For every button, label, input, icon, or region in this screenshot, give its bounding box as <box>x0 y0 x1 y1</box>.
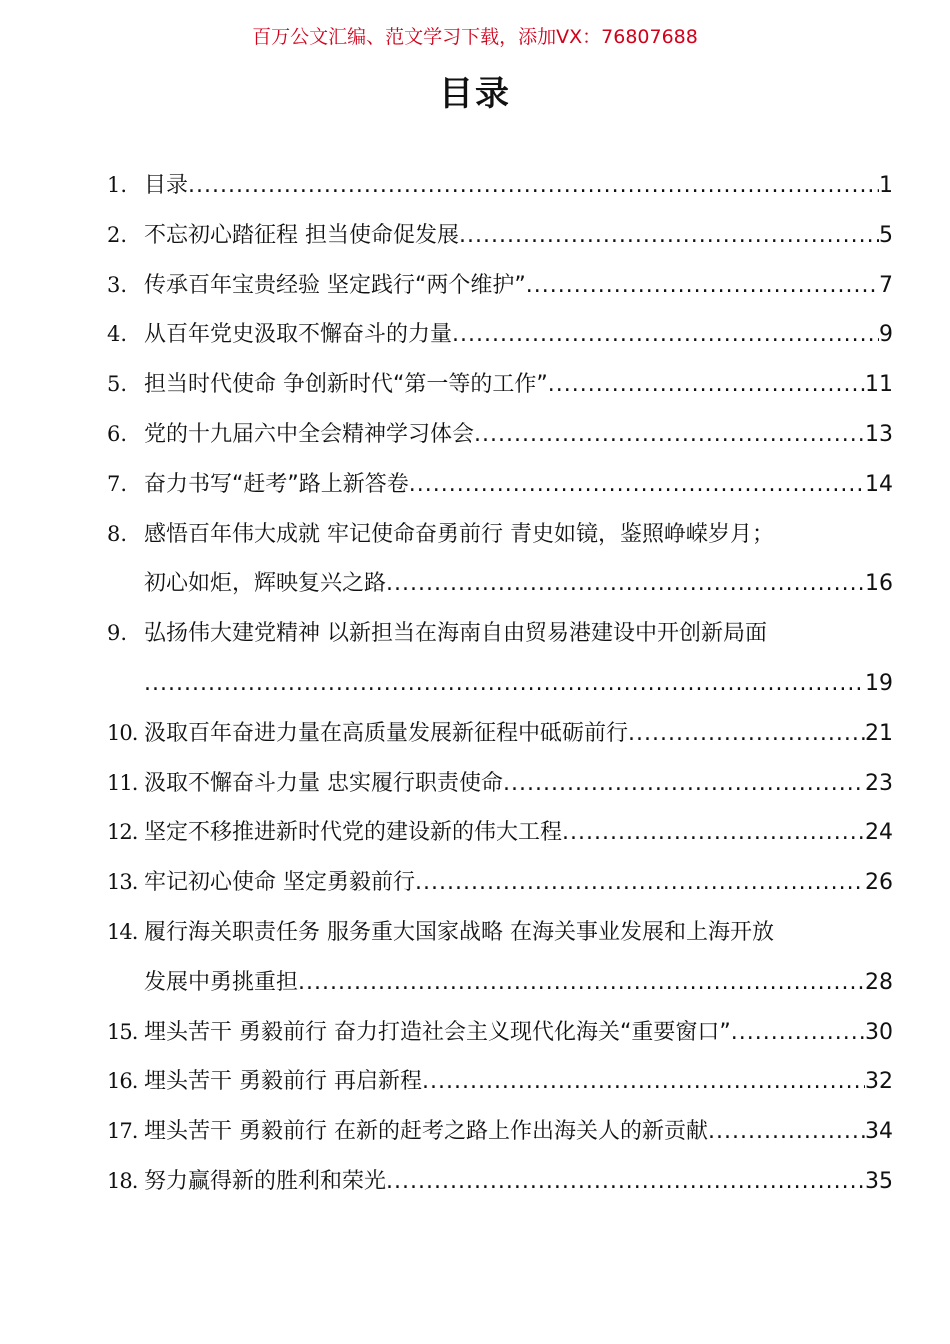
toc-leader-dots <box>562 808 865 858</box>
toc-entry[interactable] <box>107 360 893 410</box>
toc-entry-title: 弘扬伟大建党精神 以新担当在海南自由贸易港建设中开创新局面 <box>144 621 767 647</box>
toc-entry-title: 初心如炬，辉映复兴之路 <box>144 571 387 597</box>
toc-entry-title: 牢记初心使命 坚定勇毅前行 <box>144 870 415 896</box>
toc-leader-dots <box>298 958 865 1008</box>
toc-page-number: 32 <box>865 1069 893 1095</box>
toc-page-number: 16 <box>865 571 893 597</box>
header-note: 百万公文汇编、范文学习下载，添加VX：76807688 <box>252 26 698 48</box>
toc-entry-title: 汲取不懈奋斗力量 忠实履行职责使命 <box>144 770 503 796</box>
toc-leader-dots <box>409 460 865 510</box>
toc-leader-dots <box>731 1008 865 1058</box>
toc-page-number: 1 <box>879 173 893 198</box>
toc-entry-title: 目录 <box>144 173 189 198</box>
toc-leader-dots <box>628 709 865 759</box>
toc-entry-number: 12. <box>107 820 138 845</box>
toc-entry-number: 14. <box>107 919 138 944</box>
toc-entry[interactable] <box>107 1057 893 1107</box>
toc-entry-title: 担当时代使命 争创新时代“第一等的工作” <box>144 372 548 398</box>
toc-entry-title: 奋力书写“赶考”路上新答卷 <box>144 471 409 497</box>
toc-entry-title: 汲取百年奋进力量在高质量发展新征程中砥砺前行 <box>144 720 629 746</box>
toc-entry-number: 1. <box>107 173 128 197</box>
toc-entry[interactable] <box>107 858 893 908</box>
toc-entry-number: 8. <box>107 521 128 546</box>
toc-entry-number: 11. <box>107 770 138 795</box>
toc-entry[interactable] <box>107 609 893 659</box>
toc-page-number: 7 <box>879 272 893 298</box>
toc-leader-dots <box>503 759 865 809</box>
toc-entry-number: 17. <box>107 1119 138 1144</box>
toc-page-number: 30 <box>865 1019 893 1045</box>
toc-page-number: 9 <box>879 322 893 348</box>
toc-entry-number: 5. <box>107 372 128 397</box>
toc-page-number: 24 <box>865 820 893 846</box>
toc-leader-dots <box>708 1107 865 1157</box>
toc-entry-number: 2. <box>107 222 128 247</box>
toc-entry-title: 党的十九届六中全会精神学习体会 <box>144 421 475 447</box>
toc-leader-dots <box>386 1157 865 1207</box>
toc-entry-title: 坚定不移推进新时代党的建设新的伟大工程 <box>144 820 563 846</box>
toc-leader-dots <box>386 559 865 609</box>
toc-entry[interactable] <box>107 908 893 958</box>
page-title: 目录 <box>439 74 511 114</box>
toc-entry-title: 履行海关职责任务 服务重大国家战略 在海关事业发展和上海开放 <box>144 919 774 945</box>
toc-page-number: 11 <box>865 372 893 398</box>
toc-entry-number: 13. <box>107 870 138 895</box>
toc-entry-title: 从百年党史汲取不懈奋斗的力量 <box>144 322 453 348</box>
toc-entry-title: 不忘初心踏征程 担当使命促发展 <box>144 222 459 248</box>
toc-entry[interactable] <box>107 310 893 360</box>
toc-entry-title: 传承百年宝贵经验 坚定践行“两个维护” <box>144 272 526 298</box>
toc-entry[interactable] <box>107 1008 893 1058</box>
table-of-contents <box>107 161 893 1207</box>
toc-entry[interactable] <box>107 659 893 709</box>
toc-leader-dots <box>422 1057 865 1107</box>
toc-entry-title: 努力赢得新的胜利和荣光 <box>144 1168 387 1194</box>
toc-entry[interactable] <box>107 410 893 460</box>
toc-page-number: 21 <box>865 720 893 746</box>
toc-page-number: 14 <box>865 471 893 497</box>
toc-entry[interactable] <box>107 559 893 609</box>
toc-leader-dots <box>526 261 879 311</box>
toc-entry-number: 16. <box>107 1069 138 1094</box>
toc-entry-number: 3. <box>107 272 128 297</box>
toc-entry[interactable] <box>107 1157 893 1207</box>
toc-entry-title: 埋头苦干 勇毅前行 再启新程 <box>144 1069 422 1095</box>
toc-page-number: 35 <box>865 1168 893 1194</box>
toc-entry-number: 15. <box>107 1019 138 1044</box>
toc-page-number: 28 <box>865 969 893 995</box>
toc-entry-number: 4. <box>107 322 128 347</box>
toc-entry[interactable] <box>107 709 893 759</box>
toc-leader-dots <box>459 211 879 261</box>
toc-leader-dots <box>452 310 879 360</box>
toc-entry-title: 埋头苦干 勇毅前行 奋力打造社会主义现代化海关“重要窗口” <box>144 1019 731 1045</box>
toc-leader-dots <box>188 161 879 211</box>
toc-page-number: 19 <box>865 670 893 696</box>
toc-entry[interactable] <box>107 808 893 858</box>
toc-entry[interactable] <box>107 211 893 261</box>
toc-entry-title: 发展中勇挑重担 <box>144 969 299 995</box>
toc-entry-title: 感悟百年伟大成就 牢记使命奋勇前行 青史如镜，鉴照峥嵘岁月； <box>144 521 774 547</box>
toc-entry[interactable] <box>107 759 893 809</box>
toc-entry-number: 6. <box>107 421 128 446</box>
toc-leader-dots <box>474 410 865 460</box>
toc-page-number: 23 <box>865 770 893 796</box>
toc-leader-dots <box>144 659 865 709</box>
toc-page-number: 34 <box>865 1119 893 1145</box>
toc-entry-title: 埋头苦干 勇毅前行 在新的赶考之路上作出海关人的新贡献 <box>144 1119 708 1145</box>
toc-leader-dots <box>415 858 865 908</box>
toc-leader-dots <box>548 360 865 410</box>
toc-entry[interactable] <box>107 1107 893 1157</box>
toc-entry[interactable] <box>107 460 893 510</box>
toc-page-number: 26 <box>865 870 893 896</box>
toc-entry-number: 9. <box>107 621 128 646</box>
toc-entry-number: 7. <box>107 471 128 496</box>
toc-entry-number: 18. <box>107 1168 138 1193</box>
toc-entry[interactable] <box>107 161 893 211</box>
toc-entry[interactable] <box>107 261 893 311</box>
toc-entry[interactable] <box>107 510 893 560</box>
toc-page-number: 5 <box>879 222 893 248</box>
toc-entry-number: 10. <box>107 720 138 745</box>
toc-entry[interactable] <box>107 958 893 1008</box>
toc-page-number: 13 <box>865 421 893 447</box>
